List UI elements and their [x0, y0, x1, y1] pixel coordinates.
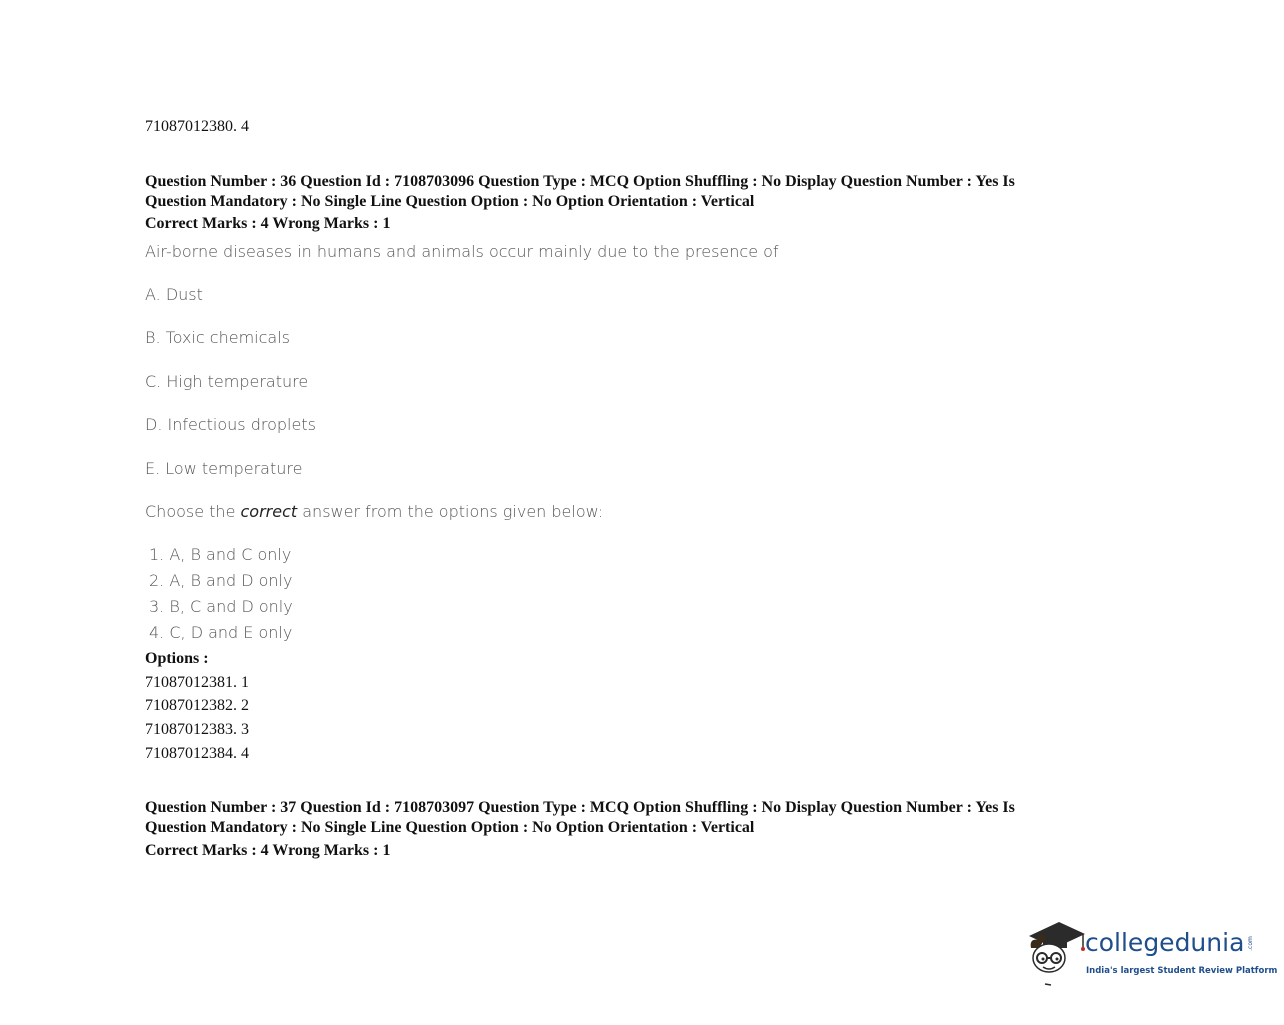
choice-4: 4. C, D and E only — [149, 623, 293, 642]
question-36-header — [145, 172, 1105, 212]
option-id-2: 71087012382. 2 — [145, 697, 249, 714]
question-36-header-line2: Question Mandatory : No Single Line Question Option : No Option Orientation : Vertical — [145, 193, 755, 210]
instruction — [145, 502, 603, 521]
logo-tagline: India's largest Student Review Platform — [1086, 966, 1278, 976]
choice-3: 3. B, C and D only — [149, 597, 293, 616]
statement-a: A. Dust — [145, 285, 203, 304]
question-36-header-line1: Question Number : 36 Question Id : 7108703096 Question Type : MCQ Option Shuffling : No Display Question Number : Yes Is — [145, 173, 1015, 190]
question-37-header — [145, 798, 1105, 838]
choice-1: 1. A, B and C only — [149, 545, 292, 564]
choice-2: 2. A, B and D only — [149, 571, 293, 590]
question-37-header-line2: Question Mandatory : No Single Line Question Option : No Option Orientation : Vertical — [145, 819, 755, 836]
statement-e: E. Low temperature — [145, 459, 303, 478]
statement-b: B. Toxic chemicals — [145, 328, 290, 347]
statement-d: D. Infectious droplets — [145, 415, 316, 434]
collegedunia-logo — [1025, 918, 1278, 990]
prev-option-id: 71087012380. 4 — [145, 118, 249, 135]
question-36-marks: Correct Marks : 4 Wrong Marks : 1 — [145, 215, 391, 232]
instruction-post: answer from the options given below: — [297, 502, 604, 521]
instruction-pre: Choose the — [145, 502, 241, 521]
option-id-3: 71087012383. 3 — [145, 721, 249, 738]
question-37-header-line1: Question Number : 37 Question Id : 7108703097 Question Type : MCQ Option Shuffling : No Display Question Number : Yes Is — [145, 799, 1015, 816]
option-id-4: 71087012384. 4 — [145, 745, 249, 762]
instruction-emphasis: correct — [240, 502, 298, 521]
mascot-icon — [1025, 918, 1087, 990]
question-37-marks: Correct Marks : 4 Wrong Marks : 1 — [145, 842, 391, 859]
logo-name: collegedunia — [1085, 928, 1245, 957]
options-label: Options : — [145, 650, 209, 667]
statement-c: C. High temperature — [145, 372, 309, 391]
option-id-1: 71087012381. 1 — [145, 674, 249, 691]
question-36-text: Air-borne diseases in humans and animals occur mainly due to the presence of — [145, 242, 779, 261]
logo-suffix: .com — [1246, 936, 1254, 951]
